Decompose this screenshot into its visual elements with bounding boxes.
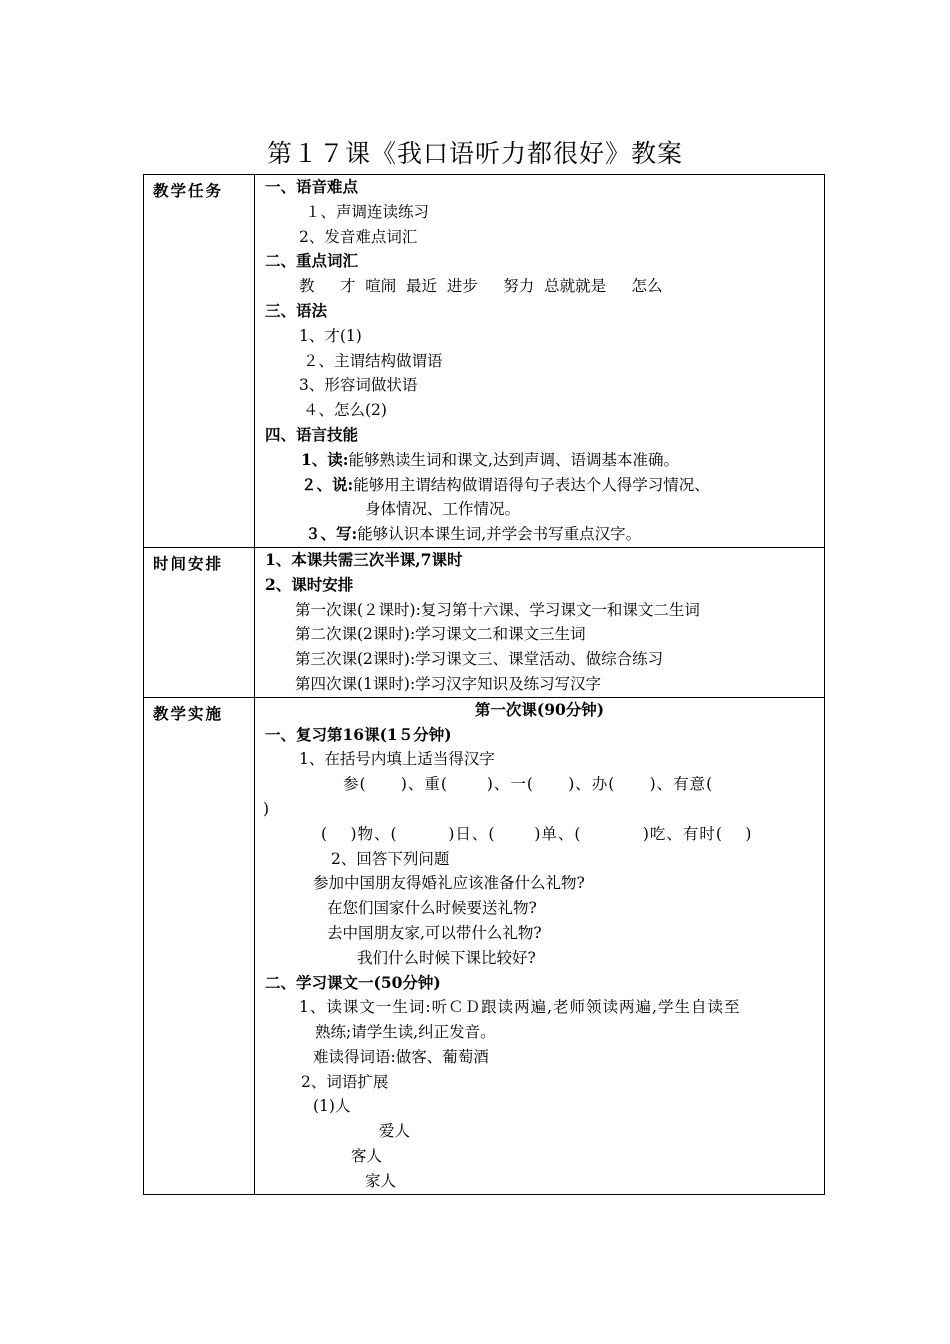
question: 参加中国朋友得婚礼应该准备什么礼物? — [313, 874, 585, 893]
heading: 二、学习课文一(50分钟) — [265, 972, 441, 992]
heading: 一、复习第16课(1５分钟) — [265, 724, 452, 744]
list-item: (1)人 — [313, 1097, 351, 1116]
row-label-cell — [144, 175, 255, 548]
schedule-content — [255, 547, 825, 697]
skill-item — [255, 473, 824, 498]
heading: 三、语法 — [265, 300, 328, 320]
list-item: 第二次课(2课时):学习课文二和课文三生词 — [295, 625, 586, 644]
skill-text: 能够熟读生词和课文,达到声调、语调基本准确。 — [348, 450, 679, 469]
table-row — [144, 175, 825, 548]
row-label: 教学任务 — [153, 181, 224, 200]
question: 我们什么时候下课比较好? — [357, 948, 536, 967]
row-label: 教学实施 — [153, 703, 224, 723]
list-item: 1、才(1) — [299, 326, 362, 345]
row-label-cell — [144, 547, 255, 697]
heading: 二、重点词汇 — [265, 251, 359, 271]
session-heading: 第一次课(90分钟) — [474, 699, 605, 719]
list-item: 第三次课(2课时):学习课文三、课堂活动、做综合练习 — [295, 650, 664, 669]
list-item-continued: 熟练;请学生读,纠正发音。 — [315, 1023, 496, 1042]
skill-text: 能够认识本课生词,并学会书写重点汉字。 — [357, 525, 642, 544]
row-label: 时间安排 — [153, 553, 224, 573]
skill-label: ３、写: — [305, 524, 358, 544]
list-item: 第一次课(２课时):复习第十六课、学习课文一和课文二生词 — [295, 600, 700, 619]
row-label-cell — [144, 697, 255, 1194]
table-row — [144, 697, 825, 1194]
list-item: ２、主谓结构做谓语 — [303, 351, 443, 370]
vocabulary-list: 教 才 喧闹 最近 进步 努力 总就就是 怎么 — [299, 277, 663, 296]
page-title: 第１７课《我口语听力都很好》教案 — [266, 139, 683, 168]
skill-label: 1、读: — [301, 449, 349, 469]
exercise-line: ( )物、( )日、( )单、( )吃、有时( ) — [321, 824, 753, 843]
heading: 2、课时安排 — [265, 574, 354, 594]
skill-item — [255, 448, 824, 473]
exercise-line: ) — [263, 799, 270, 818]
list-item: 1、读课文一生词:听ＣＤ跟读两遍,老师领读两遍,学生自读至 — [299, 998, 741, 1017]
word-item: 客人 — [351, 1147, 383, 1166]
list-item: 难读得词语:做客、葡萄酒 — [313, 1047, 489, 1066]
skill-label: ２、说: — [301, 474, 354, 494]
list-item: 2、回答下列问题 — [331, 849, 450, 868]
heading: 1、本课共需三次半课,7课时 — [265, 549, 463, 569]
word-item: 爱人 — [379, 1122, 411, 1141]
skill-text-continued: 身体情况、工作情况。 — [365, 500, 521, 519]
lesson-plan-table — [143, 174, 825, 1195]
list-item: １、声调连读练习 — [305, 202, 430, 221]
list-item: 2、发音难点词汇 — [299, 227, 418, 246]
list-item: 2、词语扩展 — [301, 1072, 389, 1091]
skill-item — [255, 522, 824, 547]
exercise-line: 参( )、重( )、一( )、办( )、有意( — [343, 775, 714, 794]
question: 去中国朋友家,可以带什么礼物? — [327, 923, 542, 942]
implementation-content — [255, 697, 825, 1194]
list-item: 第四次课(1课时):学习汉字知识及练习写汉字 — [295, 674, 602, 693]
word-item: 家人 — [365, 1171, 397, 1190]
heading: 四、语言技能 — [265, 424, 359, 444]
list-item: 3、形容词做状语 — [299, 376, 418, 395]
skill-text: 能够用主谓结构做谓语得句子表达个人得学习情况、 — [353, 475, 710, 494]
list-item: 1、在括号内填上适当得汉字 — [299, 750, 495, 769]
heading: 一、语音难点 — [265, 177, 359, 196]
tasks-content — [255, 175, 825, 548]
question: 在您们国家什么时候要送礼物? — [327, 899, 537, 918]
list-item: ４、怎么(2) — [303, 401, 387, 420]
table-row — [144, 547, 825, 697]
